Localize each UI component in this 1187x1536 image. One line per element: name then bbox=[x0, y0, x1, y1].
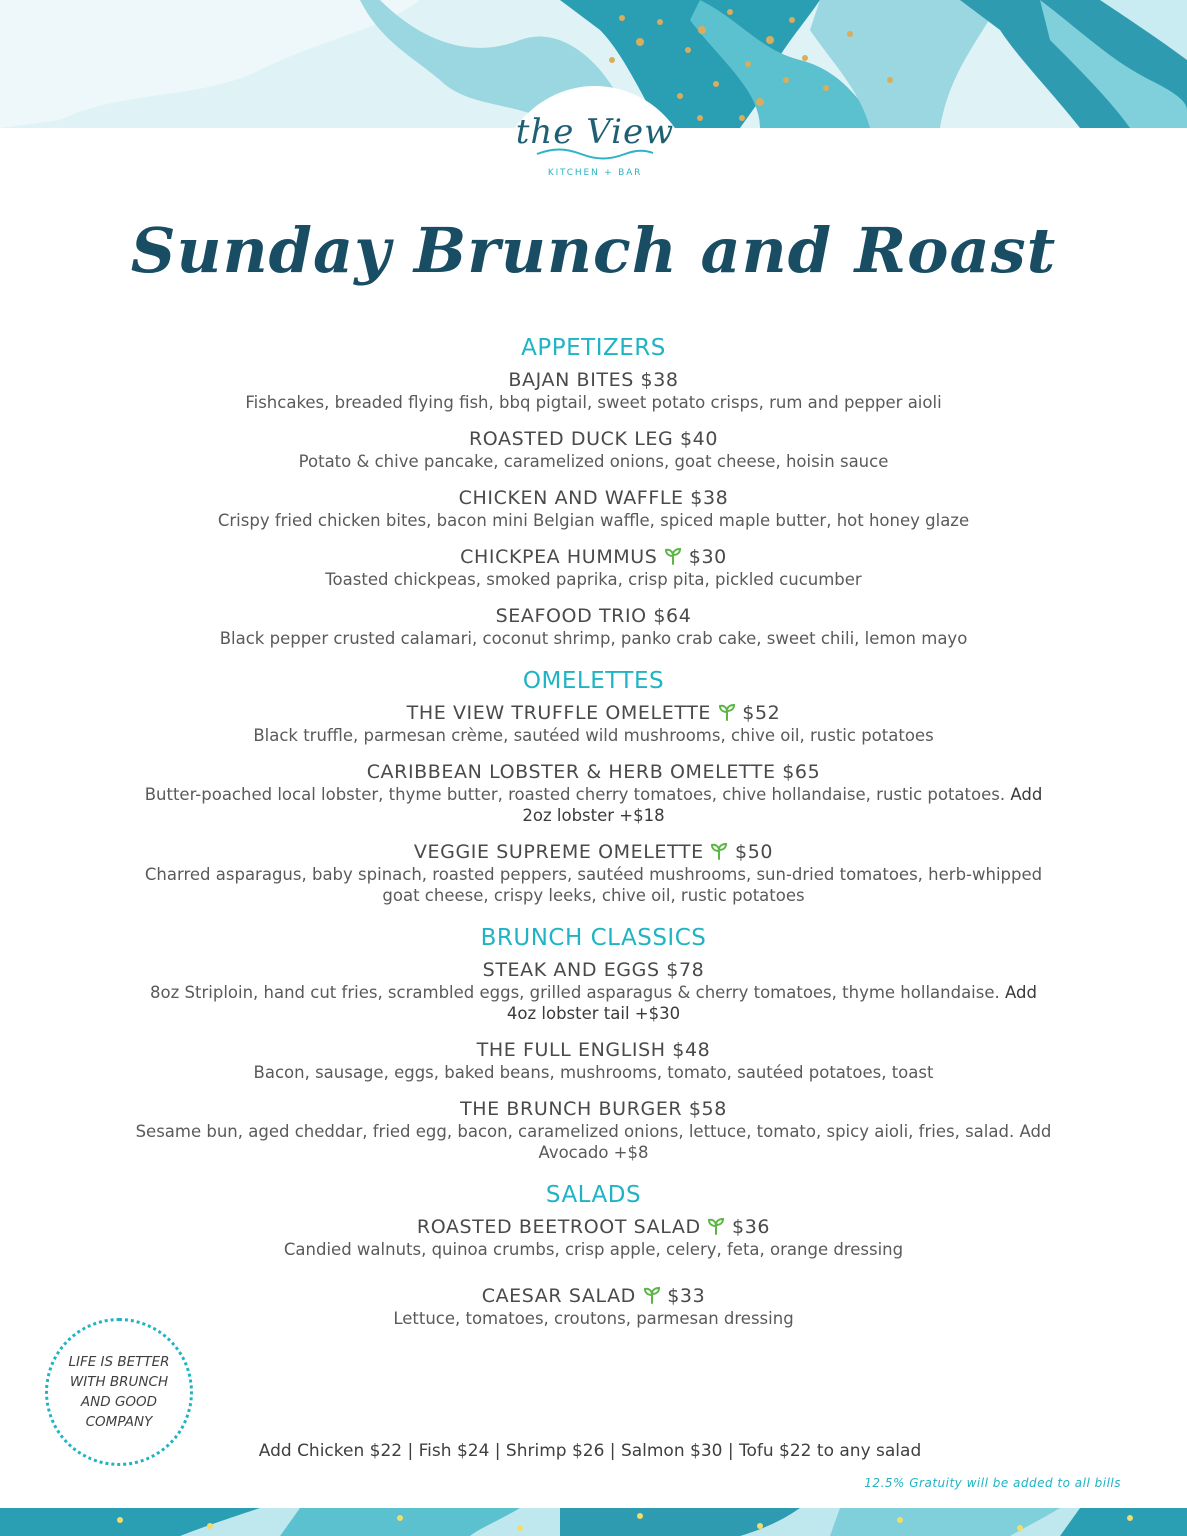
item-description: Toasted chickpeas, smoked paprika, crisp pita, pickled cucumber bbox=[325, 570, 862, 589]
item-name-row bbox=[0, 840, 1187, 864]
item-price: $30 bbox=[688, 546, 727, 568]
logo-subtitle: KITCHEN + BAR bbox=[547, 168, 643, 178]
logo-wordmark: the View bbox=[515, 112, 675, 152]
menu-item bbox=[0, 701, 1187, 746]
item-description bbox=[134, 784, 1054, 826]
item-name: THE BRUNCH BURGER $58 bbox=[460, 1098, 727, 1120]
menu-item bbox=[0, 486, 1187, 531]
gratuity-note: 12.5% Gratuity will be added to all bills bbox=[864, 1476, 1121, 1490]
item-description: Sesame bun, aged cheddar, fried egg, bacon, caramelized onions, lettuce, tomato, spicy aioli, fries, salad. Add Avocado +$8 bbox=[135, 1122, 1052, 1162]
item-name-row bbox=[0, 545, 1187, 569]
item-name-row bbox=[0, 1215, 1187, 1239]
item-name: ROASTED BEETROOT SALAD bbox=[416, 1216, 701, 1238]
section-title-omelettes: OMELETTES bbox=[522, 668, 665, 694]
menu-item bbox=[0, 368, 1187, 413]
item-name: SEAFOOD TRIO $64 bbox=[495, 605, 692, 627]
item-addon: Add 4oz lobster tail +$30 bbox=[506, 983, 1037, 1023]
item-description: Charred asparagus, baby spinach, roasted peppers, sautéed mushrooms, sun-dried tomatoes, herb-whipped goat cheese, crispy leeks, chive oil, rustic potatoes bbox=[144, 865, 1043, 905]
section-title-salads: SALADS bbox=[545, 1182, 642, 1208]
menu-title: Sunday Brunch and Roast bbox=[130, 214, 1057, 287]
menu-item bbox=[0, 1038, 1187, 1083]
item-price: $50 bbox=[735, 841, 774, 863]
item-description: Candied walnuts, quinoa crumbs, crisp apple, celery, feta, orange dressing bbox=[283, 1240, 904, 1259]
menu-item bbox=[0, 958, 1187, 1024]
menu-body bbox=[0, 334, 1187, 1343]
item-price: $52 bbox=[742, 702, 781, 724]
item-name: BAJAN BITES $38 bbox=[508, 369, 679, 391]
item-name: CHICKEN AND WAFFLE $38 bbox=[458, 487, 729, 509]
item-description: Crispy fried chicken bites, bacon mini Belgian waffle, spiced maple butter, hot honey glaze bbox=[217, 511, 970, 530]
item-description: Black pepper crusted calamari, coconut shrimp, panko crab cake, sweet chili, lemon mayo bbox=[219, 629, 968, 648]
item-name: STEAK AND EGGS $78 bbox=[482, 959, 705, 981]
item-name: CARIBBEAN LOBSTER & HERB OMELETTE $65 bbox=[366, 761, 821, 783]
wave-icon bbox=[535, 146, 655, 160]
menu-item bbox=[0, 840, 1187, 906]
item-description: Fishcakes, breaded flying fish, bbq pigtail, sweet potato crisps, rum and pepper aioli bbox=[245, 393, 942, 412]
restaurant-logo bbox=[495, 86, 695, 196]
item-price: $33 bbox=[667, 1285, 706, 1307]
item-name: VEGGIE SUPREME OMELETTE bbox=[413, 841, 704, 863]
menu-item bbox=[0, 1097, 1187, 1163]
menu-item bbox=[0, 1215, 1187, 1260]
menu-item bbox=[0, 760, 1187, 826]
item-price: $36 bbox=[732, 1216, 771, 1238]
vegetarian-leaf-icon bbox=[707, 1217, 725, 1235]
menu-item bbox=[0, 427, 1187, 472]
menu-item bbox=[0, 545, 1187, 590]
menu-item bbox=[0, 1284, 1187, 1329]
item-description: Potato & chive pancake, caramelized onions, goat cheese, hoisin sauce bbox=[298, 452, 889, 471]
item-description-text: Butter-poached local lobster, thyme butter, roasted cherry tomatoes, chive hollandaise, rustic potatoes. bbox=[144, 785, 1006, 804]
item-name: CAESAR SALAD bbox=[481, 1285, 636, 1307]
section-title-appetizers: APPETIZERS bbox=[521, 335, 666, 361]
item-name: ROASTED DUCK LEG $40 bbox=[468, 428, 719, 450]
item-name: THE VIEW TRUFFLE OMELETTE bbox=[406, 702, 712, 724]
vegetarian-leaf-icon bbox=[643, 1286, 661, 1304]
item-name: CHICKPEA HUMMUS bbox=[460, 546, 658, 568]
item-name-row bbox=[0, 701, 1187, 725]
vegetarian-leaf-icon bbox=[710, 842, 728, 860]
bottom-decorative-banner bbox=[0, 1508, 1187, 1536]
item-name: THE FULL ENGLISH $48 bbox=[476, 1039, 711, 1061]
item-addon: Add 2oz lobster +$18 bbox=[522, 785, 1043, 825]
item-description: Lettuce, tomatoes, croutons, parmesan dressing bbox=[393, 1309, 794, 1328]
item-name-row bbox=[0, 1284, 1187, 1308]
item-description: Black truffle, parmesan crème, sautéed wild mushrooms, chive oil, rustic potatoes bbox=[253, 726, 934, 745]
item-description bbox=[134, 982, 1054, 1024]
item-description-text: 8oz Striploin, hand cut fries, scrambled eggs, grilled asparagus & cherry tomatoes, thyme hollandaise. bbox=[150, 983, 1000, 1002]
vegetarian-leaf-icon bbox=[664, 547, 682, 565]
item-description: Bacon, sausage, eggs, baked beans, mushrooms, tomato, sautéed potatoes, toast bbox=[253, 1063, 934, 1082]
vegetarian-leaf-icon bbox=[718, 703, 736, 721]
section-title-brunch-classics: BRUNCH CLASSICS bbox=[480, 925, 707, 951]
salad-addons: Add Chicken $22 | Fish $24 | Shrimp $26 | Salmon $30 | Tofu $22 to any salad bbox=[258, 1441, 922, 1461]
menu-item bbox=[0, 604, 1187, 649]
badge-text: LIFE IS BETTER WITH BRUNCH AND GOOD COMPANY bbox=[68, 1354, 170, 1430]
